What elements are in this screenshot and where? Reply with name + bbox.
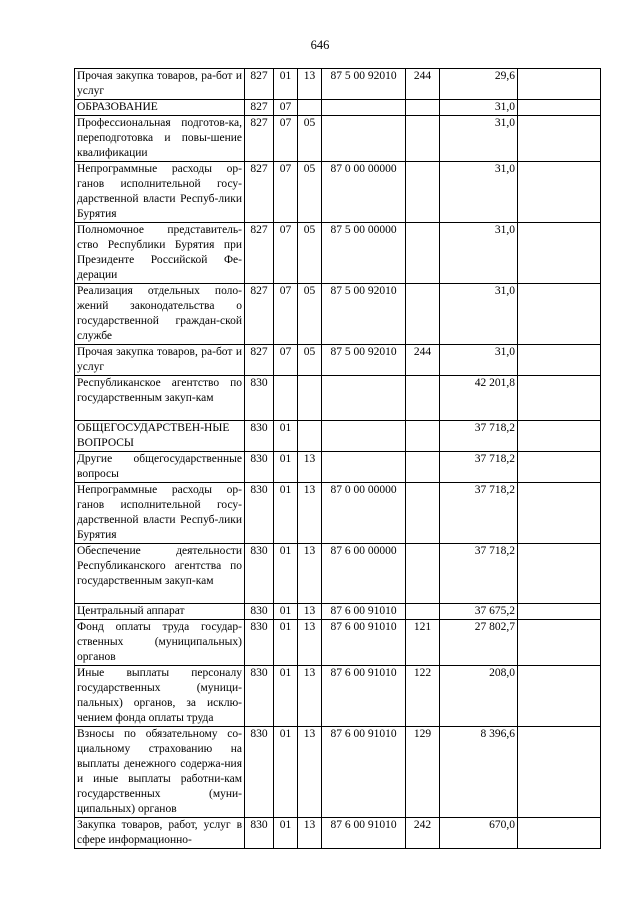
cell-ministry-code: 827 xyxy=(245,284,274,345)
table-row xyxy=(75,452,601,483)
page-number: 646 xyxy=(310,38,330,52)
table-row xyxy=(75,666,601,727)
cell-section: 01 xyxy=(274,727,298,818)
cell-target-article: 87 0 00 00000 xyxy=(322,483,406,544)
cell-extra xyxy=(518,223,601,284)
cell-name: Иные выплаты персоналу государственных (муници-пальных) органов, за исклю-чением фонда оплаты труда xyxy=(75,666,245,727)
cell-name: Центральный аппарат xyxy=(75,604,245,620)
budget-table-body xyxy=(75,69,601,849)
cell-section: 07 xyxy=(274,162,298,223)
cell-extra xyxy=(518,818,601,849)
cell-name: Прочая закупка товаров, ра-бот и услуг xyxy=(75,69,245,100)
cell-section: 07 xyxy=(274,223,298,284)
cell-extra xyxy=(518,162,601,223)
cell-subsection xyxy=(298,376,322,421)
cell-target-article: 87 6 00 91010 xyxy=(322,604,406,620)
cell-subsection: 05 xyxy=(298,223,322,284)
cell-ministry-code: 827 xyxy=(245,162,274,223)
cell-sum: 29,6 xyxy=(440,69,518,100)
cell-expense-type: 122 xyxy=(406,666,440,727)
cell-extra xyxy=(518,116,601,162)
cell-extra xyxy=(518,345,601,376)
cell-subsection xyxy=(298,421,322,452)
cell-section: 07 xyxy=(274,284,298,345)
cell-expense-type xyxy=(406,376,440,421)
cell-subsection: 05 xyxy=(298,284,322,345)
cell-ministry-code: 830 xyxy=(245,421,274,452)
cell-name: Профессиональная подготов-ка, переподготовка и повы-шение квалификации xyxy=(75,116,245,162)
table-row xyxy=(75,818,601,849)
cell-expense-type: 121 xyxy=(406,620,440,666)
table-row xyxy=(75,116,601,162)
cell-target-article: 87 5 00 92010 xyxy=(322,345,406,376)
cell-extra xyxy=(518,421,601,452)
cell-section: 01 xyxy=(274,818,298,849)
cell-expense-type xyxy=(406,483,440,544)
cell-section: 07 xyxy=(274,345,298,376)
cell-ministry-code: 830 xyxy=(245,727,274,818)
cell-extra xyxy=(518,483,601,544)
cell-name: Реализация отдельных поло-жений законодательства о государственной граждан-ской службе xyxy=(75,284,245,345)
cell-subsection: 05 xyxy=(298,116,322,162)
table-row xyxy=(75,604,601,620)
cell-expense-type xyxy=(406,162,440,223)
cell-target-article: 87 6 00 91010 xyxy=(322,666,406,727)
budget-table xyxy=(74,68,601,849)
cell-extra xyxy=(518,284,601,345)
cell-sum: 42 201,8 xyxy=(440,376,518,421)
table-row xyxy=(75,284,601,345)
cell-ministry-code: 830 xyxy=(245,818,274,849)
cell-target-article: 87 0 00 00000 xyxy=(322,162,406,223)
cell-name: Республиканское агентство по государственным закуп-кам xyxy=(75,376,245,421)
cell-expense-type xyxy=(406,100,440,116)
cell-sum: 37 718,2 xyxy=(440,483,518,544)
cell-section xyxy=(274,376,298,421)
cell-ministry-code: 827 xyxy=(245,223,274,284)
cell-sum: 31,0 xyxy=(440,345,518,376)
cell-name: Фонд оплаты труда государ-ственных (муниципальных) органов xyxy=(75,620,245,666)
cell-sum: 8 396,6 xyxy=(440,727,518,818)
cell-subsection: 05 xyxy=(298,345,322,376)
cell-sum: 31,0 xyxy=(440,162,518,223)
table-row xyxy=(75,544,601,604)
cell-sum: 31,0 xyxy=(440,223,518,284)
cell-expense-type xyxy=(406,223,440,284)
cell-subsection: 05 xyxy=(298,162,322,223)
cell-section: 01 xyxy=(274,69,298,100)
cell-sum: 31,0 xyxy=(440,116,518,162)
cell-subsection: 13 xyxy=(298,544,322,604)
cell-subsection: 13 xyxy=(298,483,322,544)
cell-name: Взносы по обязательному со-циальному страхованию на выплаты денежного содержа-ния и иные выплаты работни-кам государственных (муни-ципальных) органов xyxy=(75,727,245,818)
cell-expense-type xyxy=(406,284,440,345)
cell-ministry-code: 830 xyxy=(245,604,274,620)
cell-sum: 27 802,7 xyxy=(440,620,518,666)
cell-extra xyxy=(518,69,601,100)
cell-sum: 37 718,2 xyxy=(440,421,518,452)
table-row xyxy=(75,162,601,223)
cell-subsection: 13 xyxy=(298,604,322,620)
cell-name: Полномочное представитель-ство Республики Бурятия при Президенте Российской Фе-дерации xyxy=(75,223,245,284)
cell-sum: 31,0 xyxy=(440,284,518,345)
cell-extra xyxy=(518,666,601,727)
cell-target-article: 87 6 00 00000 xyxy=(322,544,406,604)
cell-subsection: 13 xyxy=(298,69,322,100)
cell-section: 07 xyxy=(274,100,298,116)
cell-expense-type xyxy=(406,604,440,620)
cell-section: 01 xyxy=(274,483,298,544)
cell-name: Непрограммные расходы ор-ганов исполнительной госу-дарственной власти Респуб-лики Бурятия xyxy=(75,162,245,223)
cell-expense-type xyxy=(406,452,440,483)
cell-name: ОБЩЕГОСУДАРСТВЕН-НЫЕ ВОПРОСЫ xyxy=(75,421,245,452)
cell-name: ОБРАЗОВАНИЕ xyxy=(75,100,245,116)
cell-sum: 37 675,2 xyxy=(440,604,518,620)
cell-expense-type xyxy=(406,116,440,162)
cell-section: 01 xyxy=(274,452,298,483)
cell-ministry-code: 830 xyxy=(245,620,274,666)
cell-target-article: 87 5 00 92010 xyxy=(322,284,406,345)
cell-sum: 37 718,2 xyxy=(440,452,518,483)
cell-expense-type xyxy=(406,421,440,452)
cell-name: Непрограммные расходы ор-ганов исполнительной госу-дарственной власти Респуб-лики Бурятия xyxy=(75,483,245,544)
cell-ministry-code: 827 xyxy=(245,69,274,100)
cell-target-article: 87 6 00 91010 xyxy=(322,620,406,666)
cell-subsection: 13 xyxy=(298,727,322,818)
cell-sum: 208,0 xyxy=(440,666,518,727)
cell-expense-type: 244 xyxy=(406,69,440,100)
table-row xyxy=(75,345,601,376)
cell-subsection: 13 xyxy=(298,666,322,727)
cell-ministry-code: 827 xyxy=(245,100,274,116)
cell-section: 01 xyxy=(274,620,298,666)
cell-section: 01 xyxy=(274,604,298,620)
cell-target-article xyxy=(322,421,406,452)
cell-sum: 31,0 xyxy=(440,100,518,116)
cell-expense-type: 242 xyxy=(406,818,440,849)
cell-section: 01 xyxy=(274,544,298,604)
cell-extra xyxy=(518,452,601,483)
cell-extra xyxy=(518,100,601,116)
cell-subsection: 13 xyxy=(298,452,322,483)
cell-target-article: 87 5 00 00000 xyxy=(322,223,406,284)
cell-sum: 670,0 xyxy=(440,818,518,849)
cell-name: Прочая закупка товаров, ра-бот и услуг xyxy=(75,345,245,376)
cell-target-article: 87 6 00 91010 xyxy=(322,727,406,818)
table-row xyxy=(75,223,601,284)
table-row xyxy=(75,727,601,818)
table-row xyxy=(75,100,601,116)
cell-target-article xyxy=(322,376,406,421)
cell-extra xyxy=(518,376,601,421)
table-row xyxy=(75,620,601,666)
cell-ministry-code: 830 xyxy=(245,376,274,421)
cell-subsection: 13 xyxy=(298,818,322,849)
cell-expense-type: 244 xyxy=(406,345,440,376)
cell-expense-type: 129 xyxy=(406,727,440,818)
cell-extra xyxy=(518,727,601,818)
table-row xyxy=(75,69,601,100)
cell-extra xyxy=(518,544,601,604)
cell-target-article: 87 5 00 92010 xyxy=(322,69,406,100)
cell-sum: 37 718,2 xyxy=(440,544,518,604)
cell-section: 01 xyxy=(274,421,298,452)
cell-target-article xyxy=(322,116,406,162)
cell-section: 01 xyxy=(274,666,298,727)
cell-section: 07 xyxy=(274,116,298,162)
cell-extra xyxy=(518,620,601,666)
table-row xyxy=(75,483,601,544)
cell-target-article: 87 6 00 91010 xyxy=(322,818,406,849)
cell-subsection xyxy=(298,100,322,116)
cell-expense-type xyxy=(406,544,440,604)
cell-ministry-code: 830 xyxy=(245,666,274,727)
cell-target-article xyxy=(322,452,406,483)
cell-subsection: 13 xyxy=(298,620,322,666)
cell-name: Другие общегосударственные вопросы xyxy=(75,452,245,483)
cell-ministry-code: 827 xyxy=(245,345,274,376)
cell-extra xyxy=(518,604,601,620)
cell-target-article xyxy=(322,100,406,116)
cell-ministry-code: 827 xyxy=(245,116,274,162)
cell-ministry-code: 830 xyxy=(245,483,274,544)
cell-ministry-code: 830 xyxy=(245,452,274,483)
cell-ministry-code: 830 xyxy=(245,544,274,604)
table-row xyxy=(75,421,601,452)
table-row xyxy=(75,376,601,421)
cell-name: Закупка товаров, работ, услуг в сфере информационно- xyxy=(75,818,245,849)
cell-name: Обеспечение деятельности Республиканского агентства по государственным закуп-кам xyxy=(75,544,245,604)
